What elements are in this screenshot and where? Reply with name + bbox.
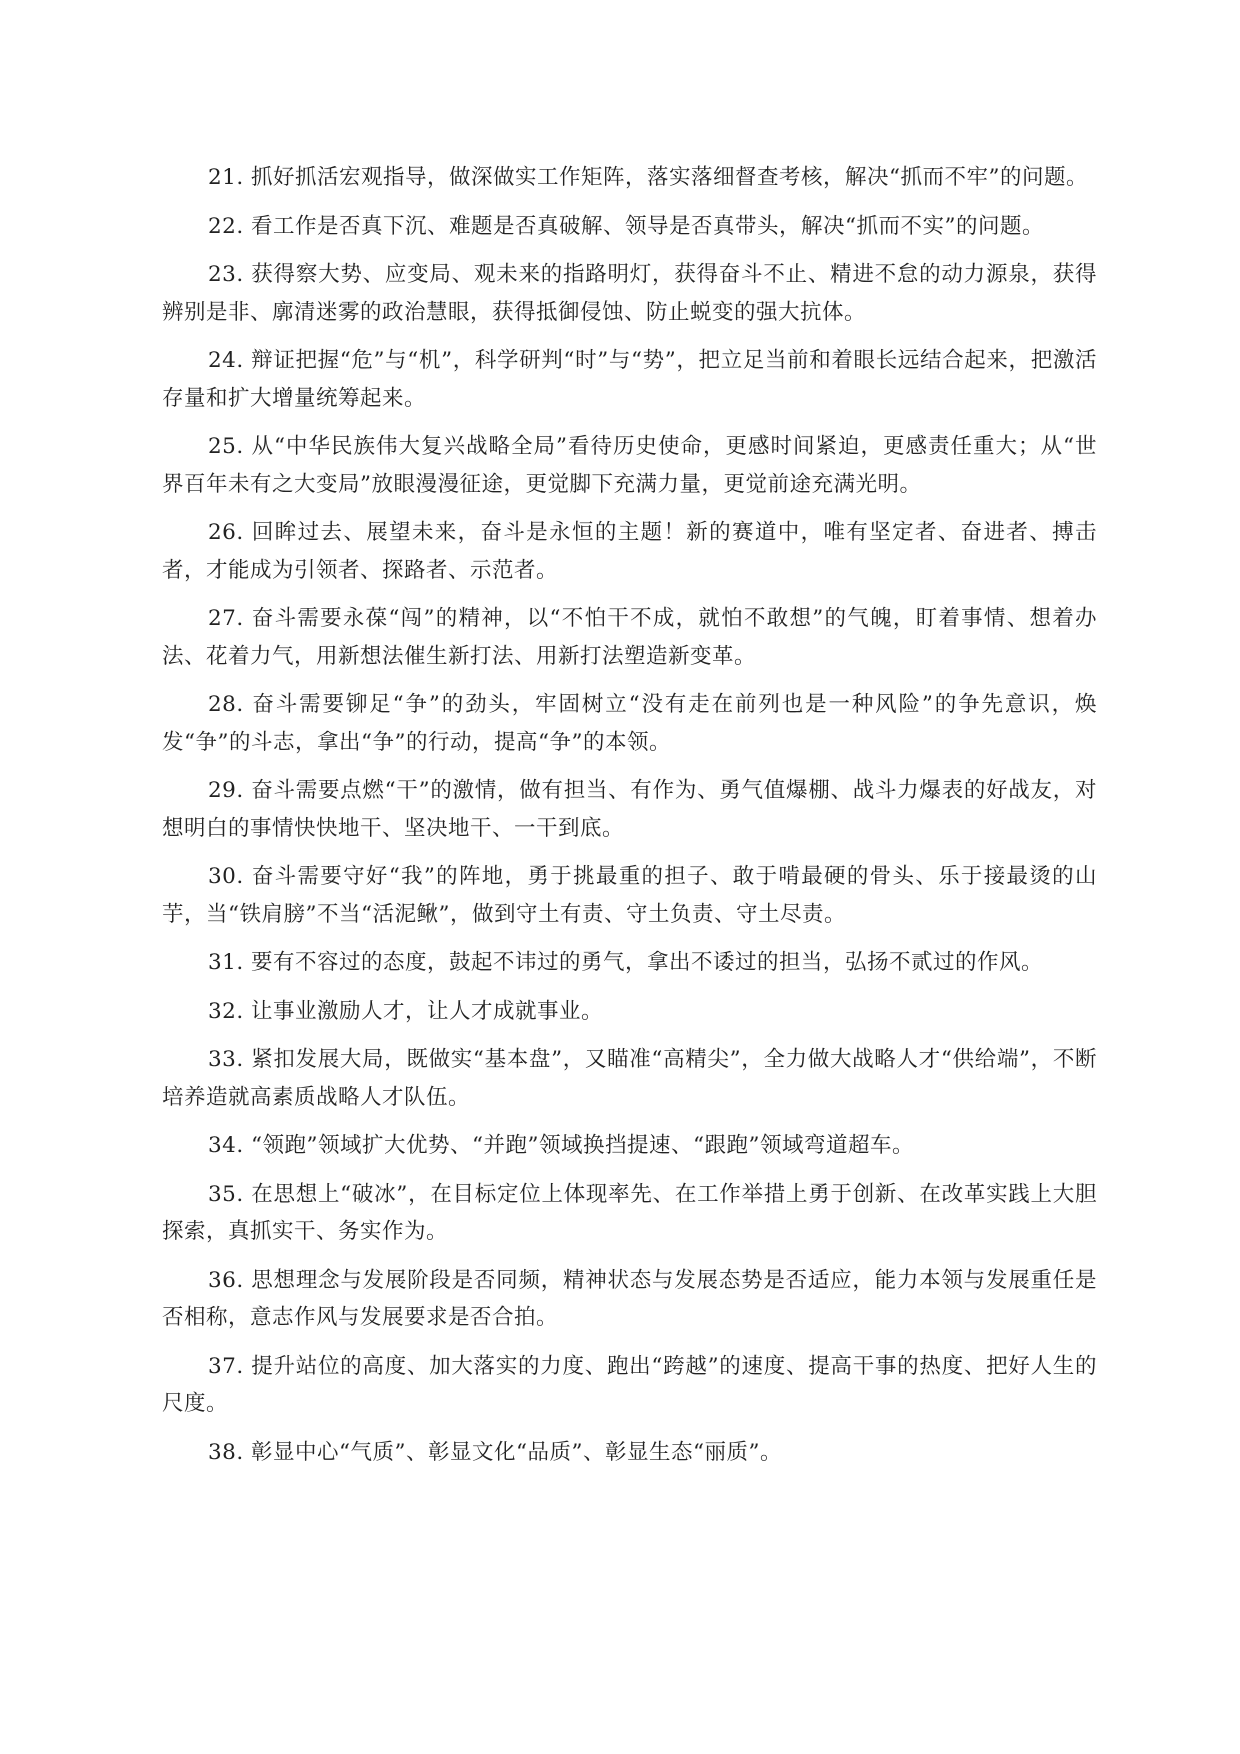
paragraph-30: 30. 奋斗需要守好“我”的阵地，勇于挑最重的担子、敢于啃最硬的骨头、乐于接最烫的山芋，当“铁肩膀”不当“活泥鳅”，做到守土有责、守土负责、守土尽责。 xyxy=(162,864,1097,927)
paragraph-22: 22. 看工作是否真下沉、难题是否真破解、领导是否真带头，解决“抓而不实”的问题。 xyxy=(208,213,1045,239)
paragraph-34: 34. “领跑”领域扩大优势、“并跑”领域换挡提速、“跟跑”领域弯道超车。 xyxy=(208,1133,914,1158)
paragraph-36: 36. 思想理念与发展阶段是否同频，精神状态与发展态势是否适应，能力本领与发展重任是否相称，意志作风与发展要求是否合拍。 xyxy=(162,1267,1097,1330)
paragraph-23: 23. 获得察大势、应变局、观未来的指路明灯，获得奋斗不止、精进不怠的动力源泉，获得辨别是非、廓清迷雾的政治慧眼，获得抵御侵蚀、防止蜕变的强大抗体。 xyxy=(162,262,1097,325)
paragraph-24: 24. 辩证把握“危”与“机”，科学研判“时”与“势”，把立足当前和着眼长远结合起来，把激活存量和扩大增量统筹起来。 xyxy=(162,348,1097,411)
paragraph-35: 35. 在思想上“破冰”，在目标定位上体现率先、在工作举措上勇于创新、在改革实践上大胆探索，真抓实干、务实作为。 xyxy=(162,1181,1097,1244)
paragraph-32: 32. 让事业激励人才，让人才成就事业。 xyxy=(208,998,604,1024)
paragraph-27: 27. 奋斗需要永葆“闯”的精神，以“不怕干不成，就怕不敢想”的气魄，盯着事情、想着办法、花着力气，用新想法催生新打法、用新打法塑造新变革。 xyxy=(162,606,1097,669)
paragraph-29: 29. 奋斗需要点燃“干”的激情，做有担当、有作为、勇气值爆棚、战斗力爆表的好战友，对想明白的事情快快地干、坚决地干、一干到底。 xyxy=(162,778,1097,841)
paragraph-21: 21. 抓好抓活宏观指导，做深做实工作矩阵，落实落细督查考核，解决“抓而不牢”的问题。 xyxy=(208,165,1089,190)
paragraph-28: 28. 奋斗需要铆足“争”的劲头，牢固树立“没有走在前列也是一种风险”的争先意识，焕发“争”的斗志，拿出“争”的行动，提高“争”的本领。 xyxy=(162,692,1097,755)
paragraph-31: 31. 要有不容过的态度，鼓起不讳过的勇气，拿出不诿过的担当，弘扬不贰过的作风。 xyxy=(208,950,1044,975)
document-body xyxy=(162,159,1097,1482)
paragraph-38: 38. 彰显中心“气质”、彰显文化“品质”、彰显生态“丽质”。 xyxy=(208,1439,782,1465)
paragraph-26: 26. 回眸过去、展望未来，奋斗是永恒的主题！新的赛道中，唯有坚定者、奋进者、搏击者，才能成为引领者、探路者、示范者。 xyxy=(162,520,1097,583)
paragraph-25: 25. 从“中华民族伟大复兴战略全局”看待历史使命，更感时间紧迫，更感责任重大；从“世界百年未有之大变局”放眼漫漫征途，更觉脚下充满力量，更觉前途充满光明。 xyxy=(162,434,1097,497)
paragraph-37: 37. 提升站位的高度、加大落实的力度、跑出“跨越”的速度、提高干事的热度、把好人生的尺度。 xyxy=(162,1353,1097,1416)
paragraph-33: 33. 紧扣发展大局，既做实“基本盘”，又瞄准“高精尖”，全力做大战略人才“供给端”，不断培养造就高素质战略人才队伍。 xyxy=(162,1047,1097,1110)
